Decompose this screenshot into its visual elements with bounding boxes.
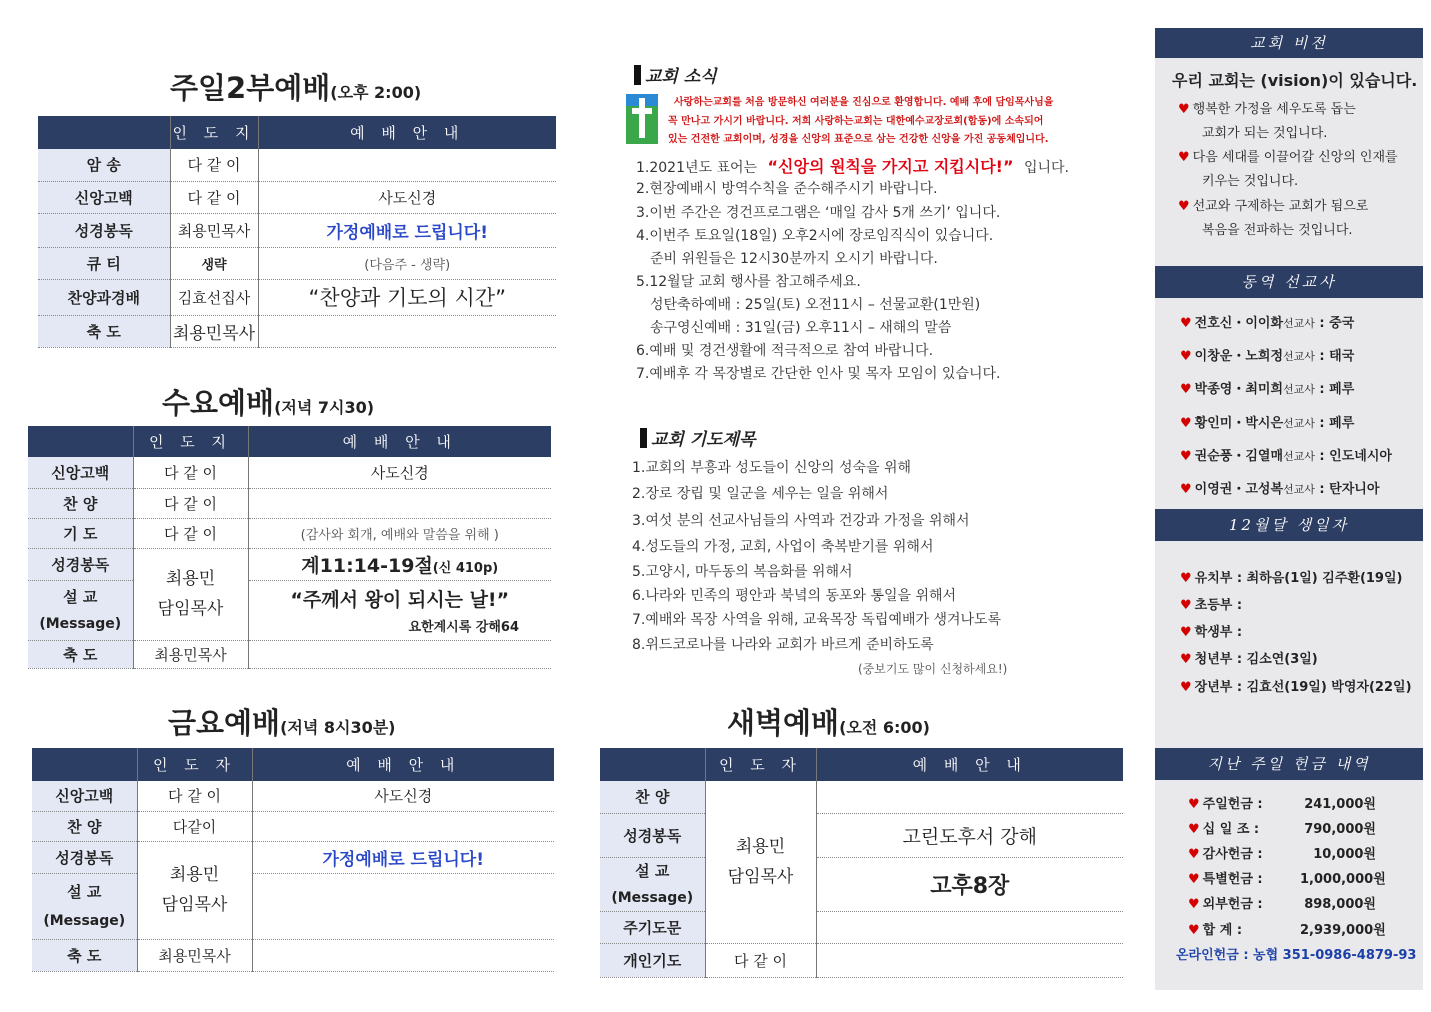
- news-item: 5.12월달 교회 행사를 참고해주세요.: [636, 274, 861, 290]
- wednesday-leader: 최용민 담임목사: [133, 548, 248, 640]
- birthday-item: ♥ 청년부 : 김소연(3일): [1180, 652, 1318, 667]
- offering-label: ♥ 특별헌금 :: [1188, 872, 1263, 887]
- wednesday-title: 수요예배(저녁 7시30): [162, 386, 375, 420]
- news-heading: 교회 소식: [634, 62, 717, 87]
- online-offering: 온라인헌금 : 농협 351-0986-4879-93: [1176, 948, 1417, 963]
- birthday-item: ♥ 학생부 :: [1180, 625, 1243, 640]
- row-leader: 김효선집사: [170, 279, 258, 315]
- vision-item-cont: 교회가 되는 것입니다.: [1202, 126, 1328, 141]
- row-leader: 최용민목사: [170, 315, 258, 347]
- news-item: 성탄축하예배 : 25일(토) 오전11시 – 선물교환(1만원): [650, 297, 981, 313]
- birthday-item: ♥ 초등부 :: [1180, 598, 1243, 613]
- welcome-text: 꼭 만나고 가시기 바랍니다. 저희 사랑하는교회는 대한예수교장로회(합동)에 소속되어: [668, 116, 1044, 127]
- birthday-item: ♥ 장년부 : 김효선(19일) 박영자(22일): [1180, 680, 1412, 695]
- prayer-item: 8.위드코로나를 나라와 교회가 바르게 준비하도록: [632, 637, 934, 653]
- friday-table: 인 도 자 예 배 안 내 신앙고백 다 같 이 사도신경 찬 양 다같이 성경봉독 최용민 담임목사 가정예배로 드립니다! 설 교 (Message) 축 도 최용민목사: [32, 748, 554, 972]
- missionaries-heading: 동역 선교사: [1155, 266, 1423, 298]
- offering-amount: 790,000원: [1304, 822, 1376, 837]
- prayer-note: (중보기도 많이 신청하세요!): [858, 662, 1008, 676]
- friday-leader: 최용민 담임목사: [137, 841, 252, 939]
- row-leader: 생략: [170, 247, 258, 279]
- vision-heading: 교회 비전: [1155, 28, 1423, 58]
- row-label: 암 송: [38, 149, 170, 181]
- prayer-item: 7.예배와 목장 사역을 위해, 교육목장 독립예배가 생겨나도록: [632, 612, 1002, 628]
- prayer-item: 5.고양시, 마두동의 복음화를 위해서: [632, 564, 853, 580]
- welcome-text: 사랑하는교회를 처음 방문하신 여러분을 진심으로 환영합니다. 예배 후에 담임목사님을: [674, 97, 1054, 108]
- offering-heading: 지난 주일 헌금 내역: [1155, 748, 1423, 780]
- offering-amount: 241,000원: [1304, 797, 1376, 812]
- dawn-title: 새벽예배(오전 6:00): [727, 706, 930, 740]
- news-item: 3.이번 주간은 경건프로그램은 ‘매일 감사 5개 쓰기’ 입니다.: [636, 205, 1001, 221]
- row-label: 성경봉독: [38, 213, 170, 247]
- vision-intro: 우리 교회는 (vision)이 있습니다.: [1172, 71, 1418, 90]
- dawn-leader: 최용민 담임목사: [705, 781, 816, 943]
- prayer-item: 2.장로 장립 및 일군을 세우는 일을 위해서: [632, 486, 889, 502]
- news-item: 7.예배후 각 목장별로 간단한 인사 및 목자 모임이 있습니다.: [636, 366, 1001, 382]
- row-label: 큐 티: [38, 247, 170, 279]
- row-label: 축 도: [38, 315, 170, 347]
- missionary-item: ♥ 박종영・최미희선교사 : 페루: [1180, 382, 1355, 397]
- birthday-item: ♥ 유치부 : 최하음(1일) 김주환(19일): [1180, 571, 1403, 586]
- row-info: [258, 149, 556, 181]
- news-item: 6.예배 및 경건생활에 적극적으로 참여 바랍니다.: [636, 343, 934, 359]
- prayer-item: 1.교회의 부흥과 성도들이 신앙의 성숙을 위해: [632, 460, 912, 476]
- prayer-item: 6.나라와 민족의 평안과 북녘의 동포와 통일을 위해서: [632, 588, 957, 604]
- row-info: 가정예배로 드립니다!: [258, 213, 556, 247]
- missionary-item: ♥ 권순풍・김열매선교사 : 인도네시아: [1180, 449, 1392, 464]
- vision-item: ♥ 다음 세대를 이끌어갈 신앙의 인재를: [1178, 150, 1398, 165]
- offering-amount: 1,000,000원: [1300, 872, 1386, 887]
- news-item: 4.이번주 토요일(18일) 오후2시에 장로임직식이 있습니다.: [636, 228, 994, 244]
- news-item: 준비 위원들은 12시30분까지 오시기 바랍니다.: [650, 251, 938, 267]
- row-label: 찬양과경배: [38, 279, 170, 315]
- missionary-item: ♥ 이영권・고성복선교사 : 탄자니아: [1180, 482, 1380, 497]
- sunday2-title: 주일2부예배(오후 2:00): [170, 71, 422, 105]
- offering-amount: 898,000원: [1304, 897, 1376, 912]
- offering-label: ♥ 합 계 :: [1188, 923, 1243, 938]
- prayer-heading: 교회 기도제목: [640, 425, 755, 450]
- prayer-item: 3.여섯 분의 선교사님들의 사역과 건강과 가정을 위해서: [632, 513, 970, 529]
- cross-icon: [626, 94, 658, 144]
- offering-amount: 10,000원: [1313, 847, 1376, 862]
- row-label: 신앙고백: [38, 181, 170, 213]
- row-info: [258, 315, 556, 347]
- welcome-text: 있는 건전한 교회이며, 성경을 신앙의 표준으로 삼는 건강한 신앙을 가진 공동체입니다.: [668, 134, 1049, 145]
- row-leader: 다 같 이: [170, 149, 258, 181]
- row-info: 사도신경: [258, 181, 556, 213]
- wednesday-table: 인 도 지 예 배 안 내 신앙고백 다 같 이 사도신경 찬 양 다 같 이 기 도 다 같 이 (감사와 회개, 예배와 말씀을 위해 ) 성경봉독 최용민 담임목사 계11:14-19절(신 410p) 설 교 (Message) “주께서 왕이 되시는 날!” 요한계시록 강해64 축 도 최용민목사: [28, 426, 551, 669]
- header-leader: 인 도 지: [170, 116, 258, 149]
- dawn-table: 인 도 자 예 배 안 내 찬 양 최용민 담임목사 성경봉독 고린도후서 강해 설 교 (Message) 고후8장 주기도문 개인기도 다 같 이: [600, 748, 1123, 978]
- prayer-item: 4.성도들의 가정, 교회, 사업이 축복받기를 위해서: [632, 539, 934, 555]
- row-info: (다음주 - 생략): [258, 247, 556, 279]
- row-info: “찬양과 기도의 시간”: [258, 279, 556, 315]
- vision-item: ♥ 선교와 구제하는 교회가 됨으로: [1178, 199, 1369, 214]
- birthdays-heading: 12월달 생일자: [1155, 509, 1423, 541]
- offering-label: ♥ 주일헌금 :: [1188, 797, 1263, 812]
- row-leader: 최용민목사: [170, 213, 258, 247]
- missionary-item: ♥ 이창운・노희정선교사 : 태국: [1180, 349, 1355, 364]
- header-info: 예 배 안 내: [258, 116, 556, 149]
- offering-label: ♥ 외부헌금 :: [1188, 897, 1263, 912]
- sunday2-table: [38, 116, 556, 348]
- friday-title: 금요예배(저녁 8시30분): [168, 706, 396, 740]
- news-item-1: 1.2021년도 표어는 “신앙의 원칙을 가지고 지킵시다!” 입니다.: [636, 157, 1069, 176]
- offering-amount: 2,939,000원: [1300, 923, 1386, 938]
- offering-label: ♥ 감사헌금 :: [1188, 847, 1263, 862]
- offering-label: ♥ 십 일 조 :: [1188, 822, 1260, 837]
- vision-item-cont: 복음을 전파하는 것입니다.: [1202, 223, 1353, 238]
- vision-item-cont: 키우는 것입니다.: [1202, 174, 1299, 189]
- missionary-item: ♥ 황인미・박시은선교사 : 페루: [1180, 416, 1355, 431]
- news-item: 송구영신예배 : 31일(금) 오후11시 – 새해의 말씀: [650, 320, 952, 336]
- vision-item: ♥ 행복한 가정을 세우도록 돕는: [1178, 102, 1356, 117]
- missionary-item: ♥ 전호신・이이화선교사 : 중국: [1180, 316, 1355, 331]
- news-item: 2.현장예배시 방역수칙을 준수해주시기 바랍니다.: [636, 181, 938, 197]
- row-leader: 다 같 이: [170, 181, 258, 213]
